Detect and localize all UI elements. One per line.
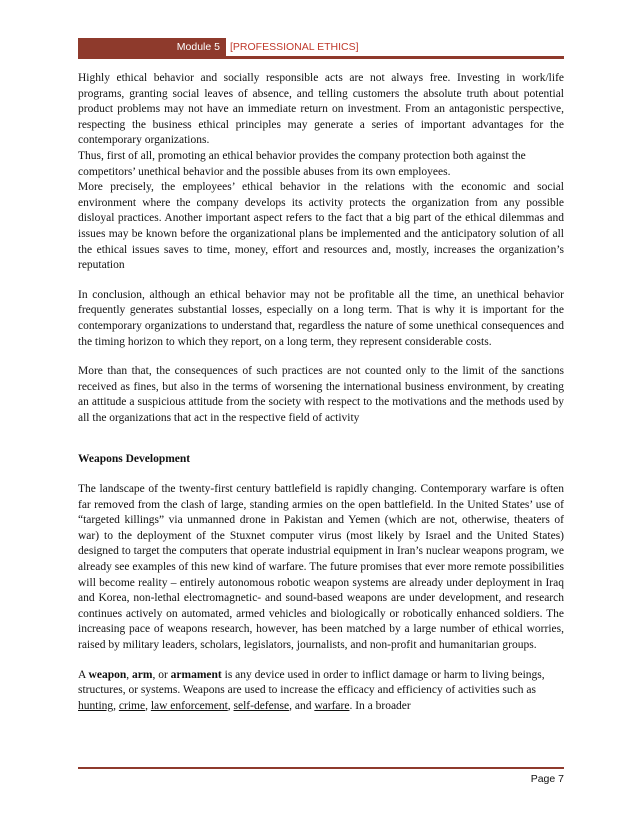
term-weapon: weapon bbox=[88, 668, 127, 681]
link-hunting[interactable]: hunting bbox=[78, 699, 114, 712]
paragraph-3: More precisely, the employees’ ethical behavior in the relations with the economic and social environment where the company develops its activity protects the organization from any possible disloyal practices. Another important aspect refers to the fact that a big part of the ethical dilemmas and issues may be known before the organizational plans be implemented and the anticipatory solution of all the ethical issues saves to time, money, effort and resources and, mostly, increases the organization’s reputation bbox=[78, 181, 564, 272]
paragraph-1: Highly ethical behavior and socially responsible acts are not always free. Investing in work/life programs, granting social leaves of absence, and telling customers the absolute truth about potential product problems may not have an immediate return on investment. From an antagonistic perspective, respecting the business ethical principles may generate a series of important advantages for the contemporary organizations. bbox=[78, 72, 564, 147]
link-crime[interactable]: crime bbox=[118, 699, 146, 712]
paragraph-5: More than that, the consequences of such practices are not counted only to the limit of the sanctions received as fines, but also in the terms of worsening the international business environment, by creating an attitude a suspicious attitude from the society with respect to the motivations and the methods used by all the organizations that act in the respective field of activity bbox=[78, 365, 564, 424]
page-footer bbox=[78, 767, 564, 785]
page-body bbox=[78, 71, 564, 714]
header-divider bbox=[78, 56, 564, 59]
page-header bbox=[78, 34, 564, 56]
term-arm: arm bbox=[132, 668, 153, 681]
section-heading: Weapons Development bbox=[78, 453, 191, 466]
link-law-enforcement[interactable]: law enforcement bbox=[150, 699, 228, 712]
paragraph-7: A weapon, arm, or armament is any device used in order to inflict damage or harm to living beings, structures, or systems. Weapons are used to increase the efficacy and efficiency of activities such as hunting, crime, law enforcement, self-defense, and warfare. In a broader bbox=[78, 668, 545, 712]
paragraph-4: In conclusion, although an ethical behavior may not be profitable all the time, an unethical behavior frequently generates substantial losses, especially on a long term. That is why it is important for the contemporary organizations to understand that, regardless the nature of some unethical consequences and the timing horizon to which they report, on a long term, they represent considerable costs. bbox=[78, 288, 564, 348]
module-label: Module 5 bbox=[78, 38, 226, 56]
link-self-defense[interactable]: self-defense bbox=[233, 699, 290, 712]
footer-divider bbox=[78, 767, 564, 769]
paragraph-2: Thus, first of all, promoting an ethical behavior provides the company protection both against the competitors’ unethical behavior and the possible abuses from its own employees. bbox=[78, 149, 526, 178]
page-number: Page 7 bbox=[530, 773, 564, 785]
paragraph-6: The landscape of the twenty-first century battlefield is rapidly changing. Contemporary warfare is often far removed from the clash of large, standing armies on the open battlefield. In the United States’ use of “targeted killings” via unmanned drone in Pakistan and Yemen (which are not, otherwise, theaters of war) to the deployment of the Stuxnet computer virus (most likely by Israel and the United States) designed to target the computers that operate industrial equipment in Iran’s nuclear weapons program, we already see examples of this new kind of warfare. The future promises that ever more remote possibilities will become reality – entirely autonomous robotic weapon systems are already under deployment in Iraq and Korea, non-lethal electromagnetic- and sound-based weapons are under development, and research continues actively on automated, armed vehicles and biologically or robotically enhanced soldiers. The increasing pace of weapons research, however, has been matched by a large number of ethical worries, raised by military leaders, scholars, legislators, journalists, and non-profit and humanitarian groups. bbox=[78, 483, 564, 651]
header-title: [PROFESSIONAL ETHICS] bbox=[230, 41, 359, 53]
term-armament: armament bbox=[170, 668, 222, 681]
link-warfare[interactable]: warfare bbox=[314, 699, 350, 712]
